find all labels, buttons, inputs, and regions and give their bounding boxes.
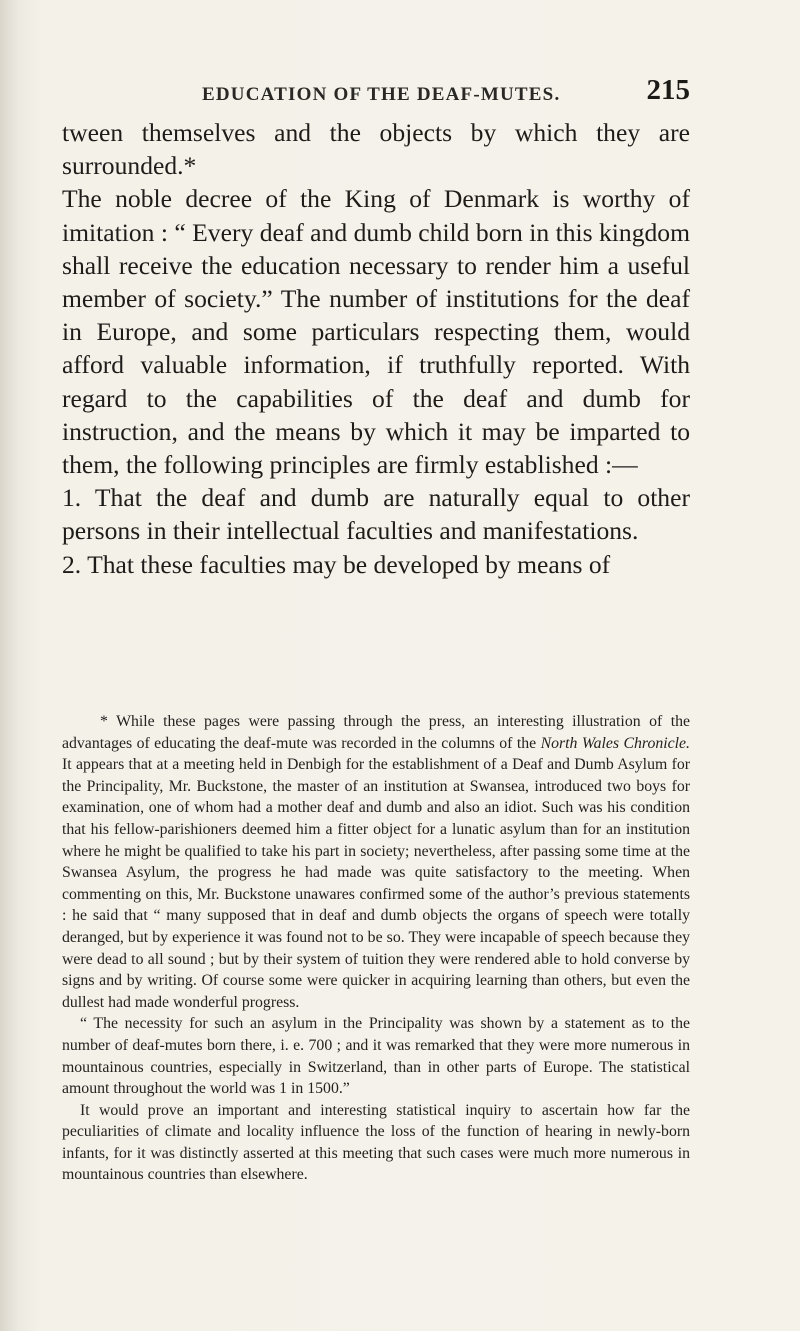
footnote-1 <box>62 711 690 1013</box>
body-paragraph-decree: The noble decree of the King of Denmark is worthy of imitation : “ Every deaf and dumb child born in this kingdom shall receive the education necessary to render him a useful member of society.” The number of institutions for the deaf in Europe, and some particulars respecting them, would afford valuable information, if truthfully reported. With regard to the capabilities of the deaf and dumb for instruction, and the means by which it may be imparted to them, the following principles are firmly established :— <box>62 184 690 480</box>
body-text <box>62 116 690 581</box>
footnote-3: It would prove an important and interesting statistical inquiry to ascertain how far the peculiarities of climate and locality influence the loss of the function of hearing in newly-born infants, for it was distinctly asserted at this meeting that such cases were much more numerous in mountainous countries than elsewhere. <box>62 1101 690 1184</box>
page-header <box>110 74 690 110</box>
running-head: EDUCATION OF THE DEAF-MUTES. <box>202 84 561 105</box>
body-paragraph-continuation: tween themselves and the objects by which they are surrounded.* <box>62 118 690 181</box>
footnote-block <box>62 711 690 1186</box>
footnote-1-text-a: * While these pages were passing through the press, an interesting illustration of the advantages of educating the deaf-mute was recorded in the columns of the <box>62 713 690 752</box>
principle-2: 2. That these faculties may be developed by means of <box>62 549 611 579</box>
principle-1: 1. That the deaf and dumb are naturally equal to other persons in their intellectual faculties and manifestations. <box>62 483 690 546</box>
footnote-2: “ The necessity for such an asylum in the Principality was shown by a statement as to the number of deaf-mutes born there, i. e. 700 ; and it was remarked that they were more numerous in mountainous countries, especially in Switzerland, than in other parts of Europe. The statistical amount throughout the world was 1 in 1500.” <box>62 1015 690 1098</box>
footnote-1-text-b: It appears that at a meeting held in Denbigh for the establishment of a Deaf and Dumb Asylum for the Principality, Mr. Buckstone, the master of an institution at Swansea, introduced two boys for examination, one of whom had a mother deaf and dumb and also an idiot. Such was his condition that his fellow-parishioners deemed him a fitter object for a lunatic asylum than for an institution where he might be qualified to take his part in society; nevertheless, after passing some time at the Swansea Asylum, the progress he had made was quite satisfactory to the meeting. When commenting on this, Mr. Buckstone unawares confirmed some of the author’s previous statements : he said that “ many supposed that in deaf and dumb objects the organs of speech were totally deranged, but by experience it was found not to be so. They were incapable of speech because they were dead to all sound ; but by their system of tuition they were rendered able to hold converse by signs and by writing. Of course some were quicker in acquiring learning than others, but even the dullest had made wonderful progress. <box>62 756 690 1011</box>
footnote-1-newspaper-title: North Wales Chronicle. <box>540 734 690 752</box>
page-number: 215 <box>646 74 690 106</box>
